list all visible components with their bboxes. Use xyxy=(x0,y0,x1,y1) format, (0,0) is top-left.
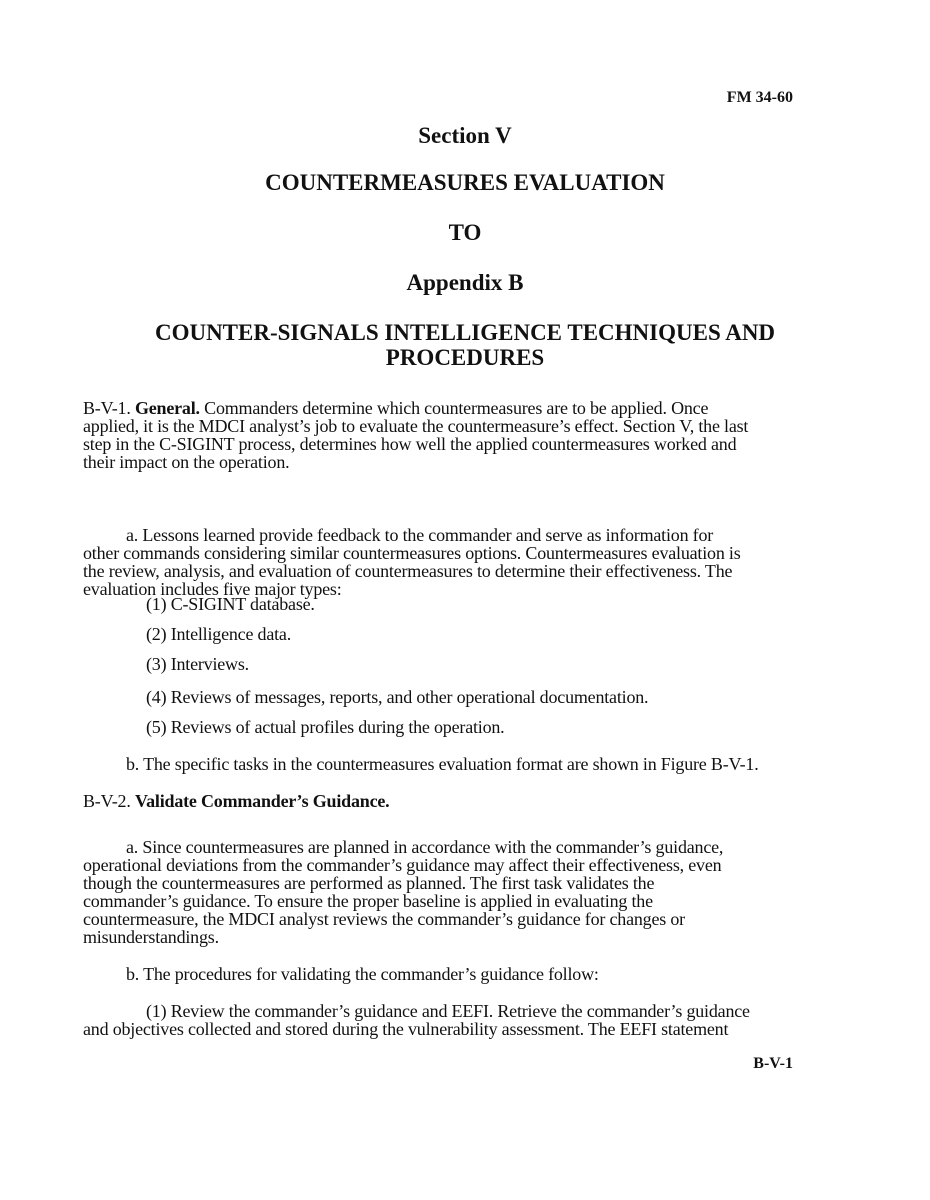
paragraph-line xyxy=(83,398,708,418)
paragraph-line: a. Lessons learned provide feedback to the commander and serve as information for xyxy=(126,525,714,545)
paragraph-line: (1) Review the commander’s guidance and EEFI. Retrieve the commander’s guidance xyxy=(146,1001,750,1021)
doc-id-header: FM 34-60 xyxy=(726,89,793,106)
list-item: (4) Reviews of messages, reports, and other operational documentation. xyxy=(146,687,649,707)
paragraph-number: B-V-1. xyxy=(83,398,135,418)
list-item: (5) Reviews of actual profiles during the operation. xyxy=(146,717,505,737)
title-countermeasures-evaluation: COUNTERMEASURES EVALUATION xyxy=(265,170,665,195)
paragraph-line: other commands considering similar countermeasures options. Countermeasures evaluation is xyxy=(83,543,741,563)
list-item: (1) C-SIGINT database. xyxy=(146,594,315,614)
paragraph-text: Commanders determine which countermeasures are to be applied. Once xyxy=(199,398,709,418)
paragraph-heading: General. xyxy=(134,398,200,418)
list-item: (3) Interviews. xyxy=(146,654,249,674)
paragraph-number: B-V-2. xyxy=(83,791,135,811)
list-item: (2) Intelligence data. xyxy=(146,624,292,644)
paragraph-line: their impact on the operation. xyxy=(83,452,290,472)
paragraph-line: evaluation includes five major types: xyxy=(83,579,342,599)
page-number-footer: B-V-1 xyxy=(753,1055,793,1072)
paragraph-line: b. The specific tasks in the countermeasures evaluation format are shown in Figure B-V-1. xyxy=(126,754,759,774)
paragraph-line: countermeasure, the MDCI analyst reviews the commander’s guidance for changes or xyxy=(83,909,685,929)
paragraph-line: the review, analysis, and evaluation of countermeasures to determine their effectiveness. The xyxy=(83,561,733,581)
paragraph-heading-line xyxy=(83,791,389,811)
section-heading: Section V xyxy=(418,123,512,148)
paragraph-line: commander’s guidance. To ensure the proper baseline is applied in evaluating the xyxy=(83,891,653,911)
paragraph-line: b. The procedures for validating the commander’s guidance follow: xyxy=(126,964,599,984)
paragraph-line: misunderstandings. xyxy=(83,927,219,947)
appendix-heading: Appendix B xyxy=(406,270,524,295)
appendix-title-line-2: PROCEDURES xyxy=(385,345,545,370)
paragraph-line: and objectives collected and stored during the vulnerability assessment. The EEFI statement xyxy=(83,1019,729,1039)
paragraph-line: operational deviations from the commander’s guidance may affect their effectiveness, even xyxy=(83,855,722,875)
paragraph-line: a. Since countermeasures are planned in accordance with the commander’s guidance, xyxy=(126,837,724,857)
appendix-title-line-1: COUNTER-SIGNALS INTELLIGENCE TECHNIQUES AND xyxy=(154,320,776,345)
paragraph-line: applied, it is the MDCI analyst’s job to evaluate the countermeasure’s effect. Section V, the last xyxy=(83,416,749,436)
paragraph-line: step in the C-SIGINT process, determines how well the applied countermeasures worked and xyxy=(83,434,737,454)
paragraph-heading: Validate Commander’s Guidance. xyxy=(134,791,390,811)
paragraph-line: though the countermeasures are performed as planned. The first task validates the xyxy=(83,873,655,893)
title-to: TO xyxy=(448,220,482,245)
